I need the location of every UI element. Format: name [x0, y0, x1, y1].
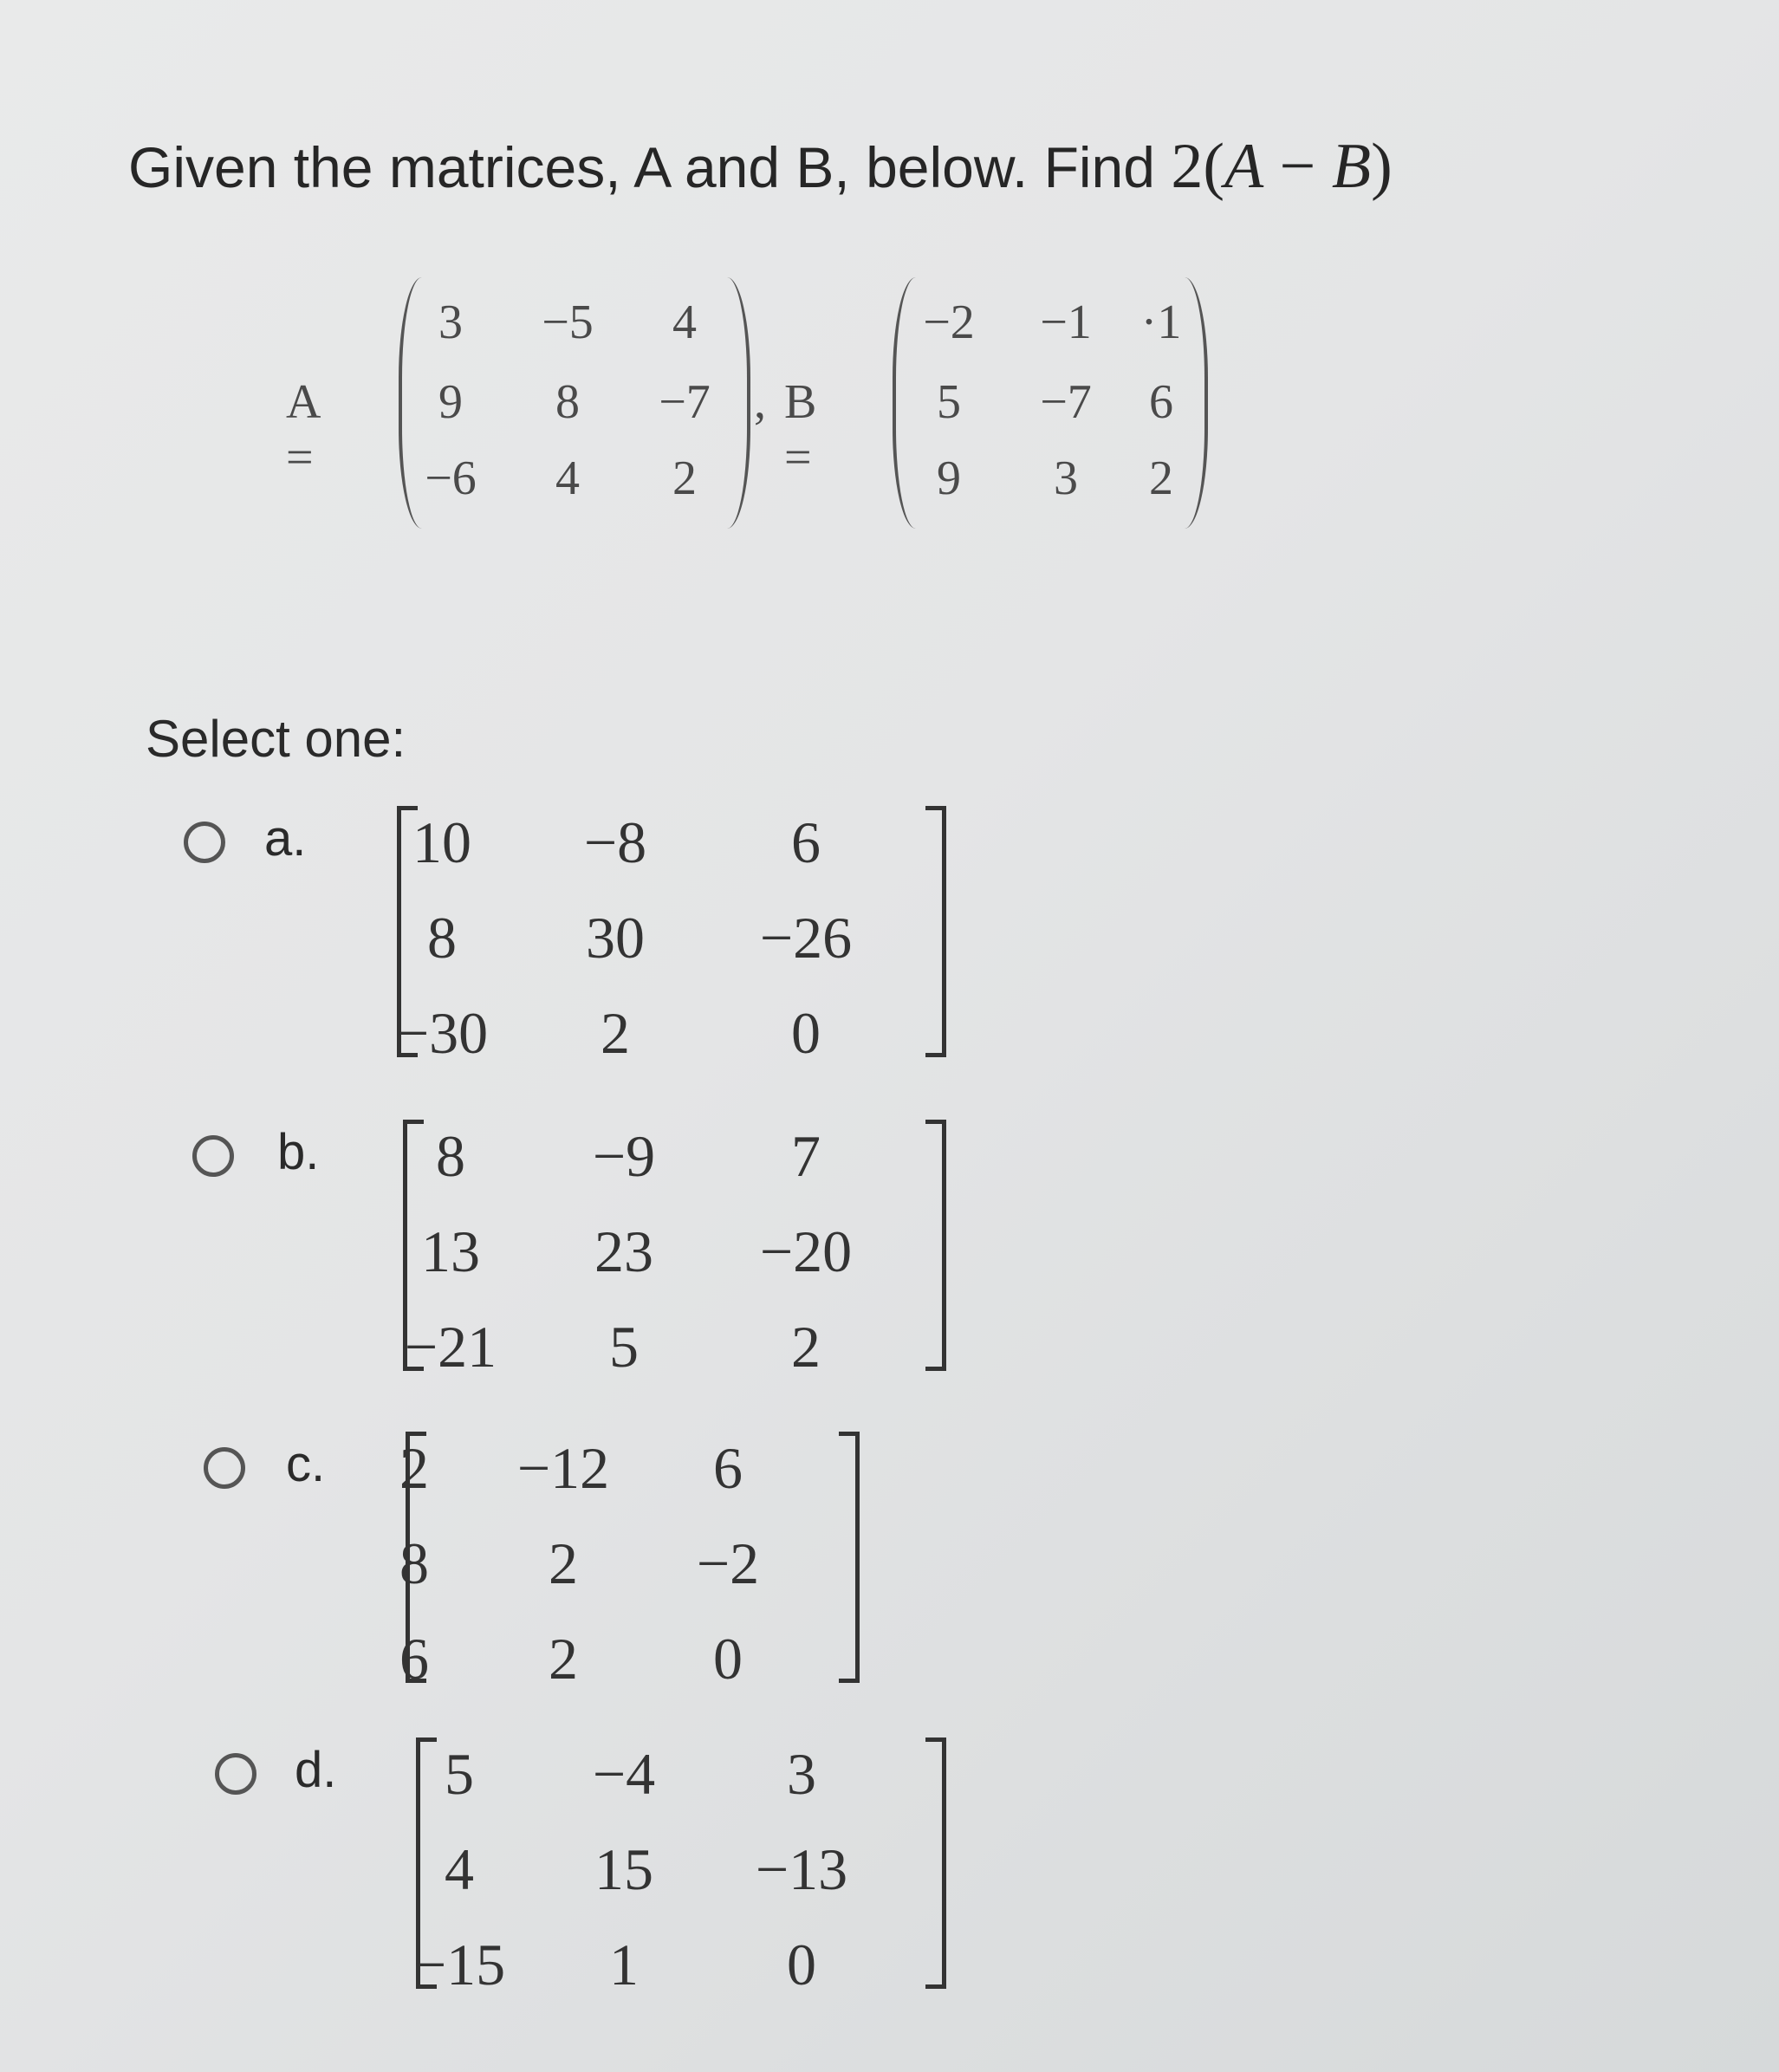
radio-button[interactable]	[192, 1135, 234, 1177]
right-bracket	[925, 1737, 946, 1989]
matrix-cell: 5	[445, 1741, 474, 1807]
matrix-cell: 13	[421, 1218, 480, 1284]
matrix-cell: −21	[404, 1314, 497, 1380]
matrix-cell: −2	[696, 1530, 760, 1596]
matrix-cell: 2	[549, 1530, 578, 1596]
matrix-a-cell: −6	[425, 451, 477, 505]
matrix-b-cell: ·1	[1140, 296, 1182, 349]
matrix-b-cell: −1	[1040, 296, 1092, 349]
matrix-cell: −4	[592, 1741, 656, 1807]
matrix-cell: 3	[787, 1741, 816, 1807]
matrix-cell: 7	[791, 1123, 821, 1189]
matrix-cell: 2	[601, 1000, 630, 1066]
matrix-cell: 23	[594, 1218, 653, 1284]
matrix-a-cell: 4	[555, 451, 580, 505]
matrix-cell: 0	[713, 1626, 743, 1692]
matrix-a-cell: 4	[672, 296, 697, 349]
option-letter: c.	[286, 1436, 326, 1492]
matrix-cell: −12	[516, 1435, 610, 1501]
matrix-cell: −26	[759, 905, 853, 971]
matrix-cell: 5	[609, 1314, 639, 1380]
right-bracket	[925, 1120, 946, 1371]
matrix-cell: 0	[791, 1000, 821, 1066]
matrix-a-cell: 2	[672, 451, 697, 505]
matrix-a-cell: −5	[542, 296, 594, 349]
question-text	[128, 130, 1393, 204]
matrix-cell: −20	[759, 1218, 853, 1284]
expr-close: )	[1371, 131, 1393, 202]
matrix-b-cell: 6	[1149, 375, 1173, 429]
matrix-cell: −15	[412, 1932, 506, 1997]
matrix-cell: 8	[436, 1123, 465, 1189]
right-bracket	[839, 1432, 860, 1683]
matrix-cell: 1	[609, 1932, 639, 1997]
matrix-a-cell: 8	[555, 375, 580, 429]
matrix-cell: −30	[395, 1000, 489, 1066]
select-one-label: Select one:	[146, 710, 406, 768]
matrix-cell: 30	[586, 905, 645, 971]
radio-button[interactable]	[184, 822, 225, 863]
matrix-cell: −13	[755, 1836, 848, 1902]
matrix-b-cell: 5	[937, 375, 961, 429]
matrix-cell: 10	[412, 809, 471, 875]
matrix-b-cell: 9	[937, 451, 961, 505]
matrix-cell: 15	[594, 1836, 653, 1902]
radio-button[interactable]	[215, 1753, 256, 1795]
matrix-cell: 2	[549, 1626, 578, 1692]
expr-minus: −	[1263, 131, 1332, 202]
option-letter: a.	[264, 810, 307, 867]
matrix-b-label: B =	[784, 375, 817, 484]
matrix-b-cell: 2	[1149, 451, 1173, 505]
matrix-a-label: A =	[286, 375, 319, 484]
matrix-cell: 2	[791, 1314, 821, 1380]
expr-b: B	[1331, 131, 1372, 202]
matrix-cell: −9	[592, 1123, 656, 1189]
matrix-cell: −8	[583, 809, 647, 875]
option-letter: d.	[295, 1742, 337, 1798]
matrix-a-cell: −7	[659, 375, 711, 429]
matrix-b-cell: 3	[1054, 451, 1078, 505]
matrix-b-cell: −2	[923, 296, 975, 349]
matrix-cell: 8	[427, 905, 457, 971]
question-expression	[1171, 131, 1392, 202]
matrix-cell: 6	[791, 809, 821, 875]
matrix-a-cell: 9	[438, 375, 463, 429]
question-prefix: Given the matrices, A and B, below. Find	[128, 135, 1172, 199]
expr-a: A	[1224, 131, 1264, 202]
expr-two: 2(	[1171, 131, 1224, 202]
matrix-a-cell: 3	[438, 296, 463, 349]
matrix-b-cell: −7	[1040, 375, 1092, 429]
radio-button[interactable]	[204, 1447, 245, 1489]
matrix-cell: 4	[445, 1836, 474, 1902]
matrix-cell: 6	[399, 1626, 429, 1692]
matrix-comma: ,	[754, 375, 766, 429]
matrix-cell: 8	[399, 1530, 429, 1596]
right-bracket	[925, 806, 946, 1057]
matrix-cell: 0	[787, 1932, 816, 1997]
matrix-cell: 6	[713, 1435, 743, 1501]
option-letter: b.	[277, 1124, 320, 1180]
matrix-cell: 2	[399, 1435, 429, 1501]
